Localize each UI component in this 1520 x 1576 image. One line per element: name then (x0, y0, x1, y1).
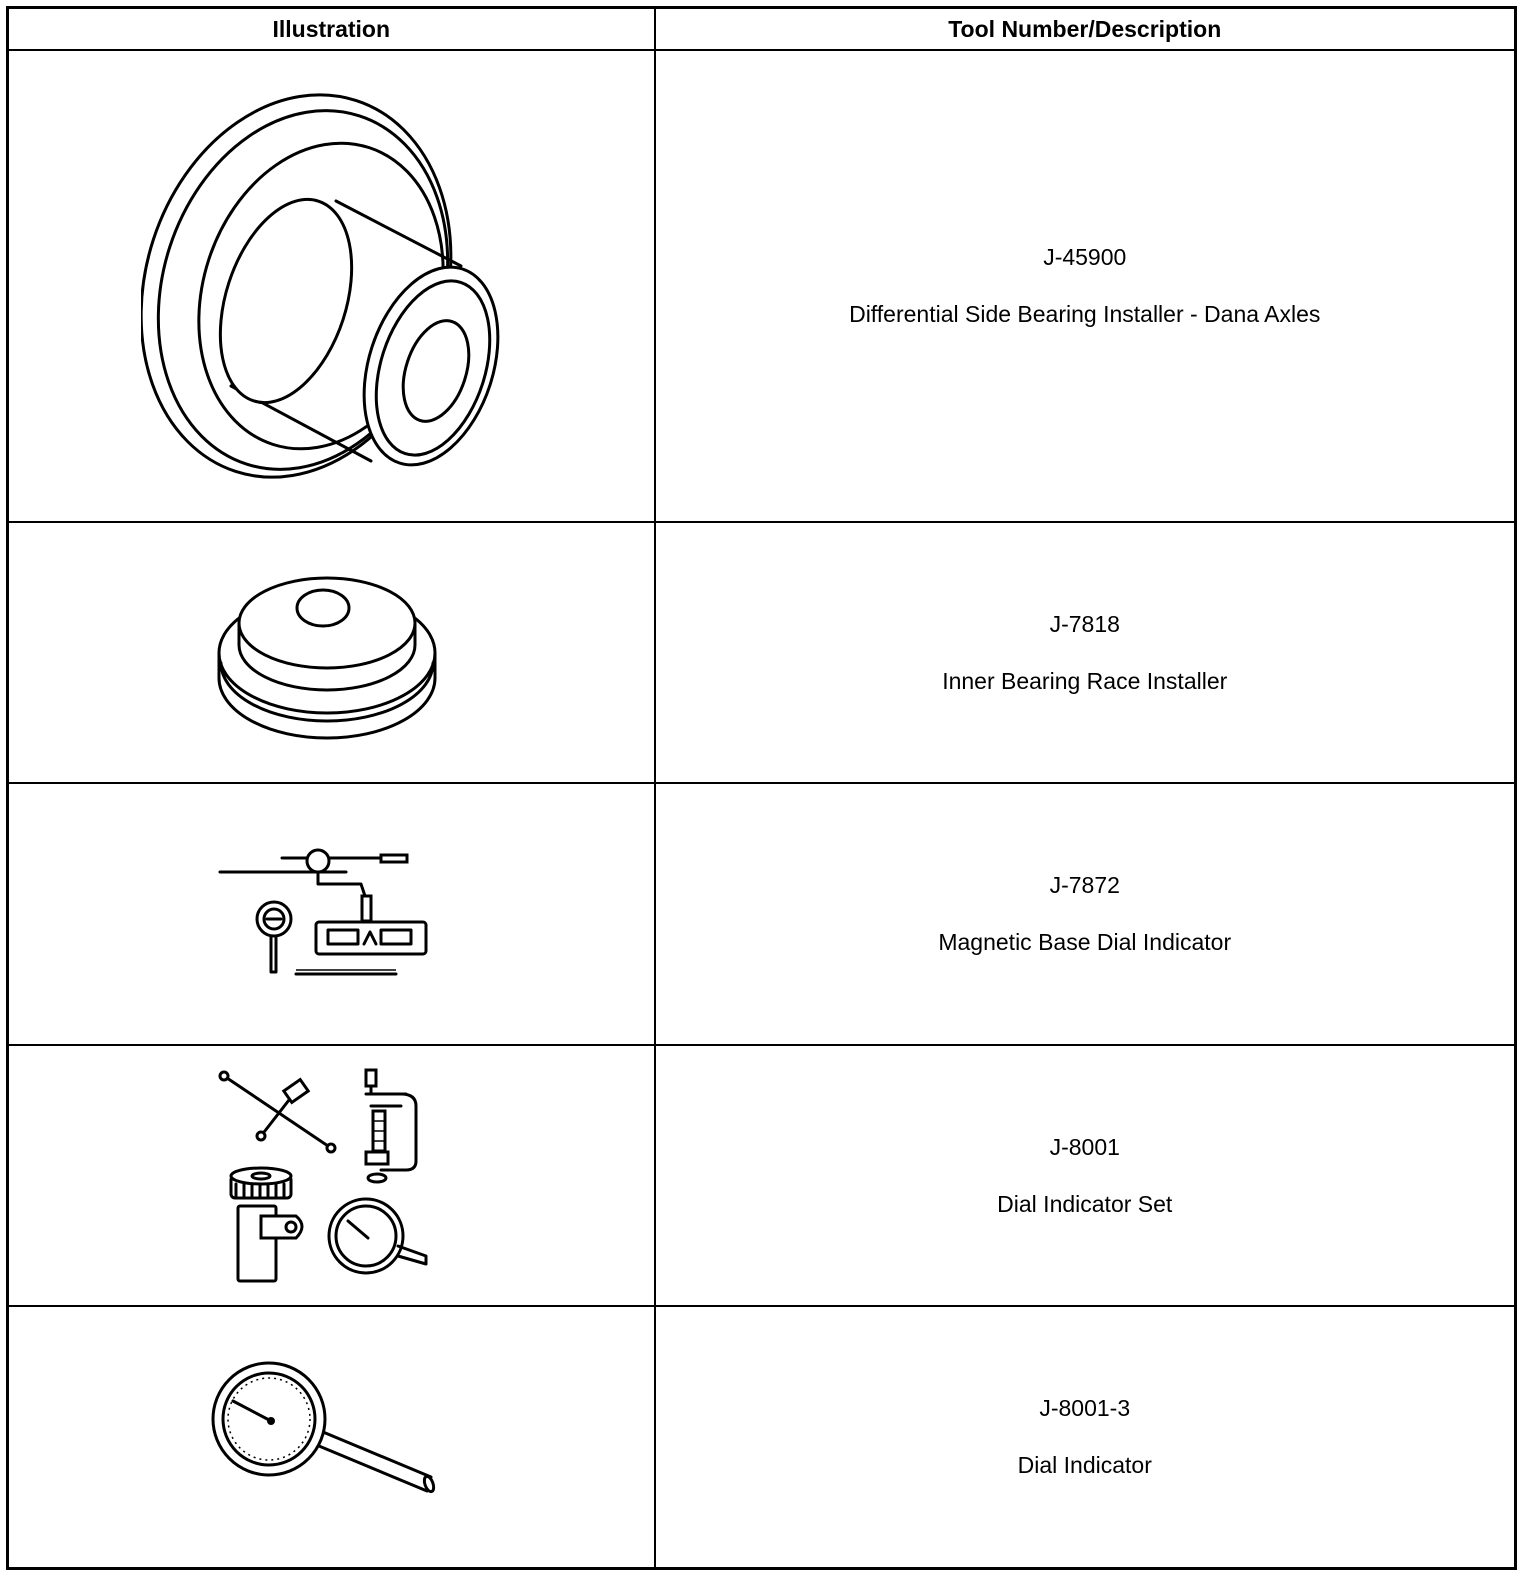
table-row (8, 522, 1516, 784)
illustration-column-header: Illustration (8, 8, 655, 51)
dial-indicator-set-icon (216, 1066, 446, 1286)
header-row (8, 8, 1516, 51)
race-installer-icon (211, 553, 451, 753)
magnetic-base-dial-indicator-icon (216, 844, 446, 984)
description-cell (655, 1306, 1516, 1568)
table-row (8, 783, 1516, 1045)
tool-description: Dial Indicator Set (997, 1190, 1173, 1217)
tool-description: Dial Indicator (1017, 1452, 1152, 1479)
tool-number: J-7818 (1049, 610, 1120, 637)
tool-table (6, 6, 1517, 1570)
table-row (8, 1045, 1516, 1307)
tool-number: J-45900 (1043, 243, 1127, 270)
description-cell (655, 1045, 1516, 1307)
table-row (8, 50, 1516, 522)
tool-description: Magnetic Base Dial Indicator (938, 929, 1232, 956)
tool-number: J-7872 (1049, 872, 1120, 899)
illustration-cell (8, 50, 655, 522)
dial-indicator-icon (211, 1357, 451, 1517)
illustration-cell (8, 783, 655, 1045)
tool-description: Inner Bearing Race Installer (942, 667, 1228, 694)
illustration-cell (8, 1306, 655, 1568)
illustration-cell (8, 522, 655, 784)
description-cell (655, 50, 1516, 522)
table-row (8, 1306, 1516, 1568)
tool-description: Differential Side Bearing Installer - Dana Axles (849, 300, 1321, 327)
description-column-header: Tool Number/Description (655, 8, 1516, 51)
tool-number: J-8001 (1049, 1133, 1120, 1160)
description-cell (655, 522, 1516, 784)
bearing-installer-icon (141, 86, 521, 486)
illustration-cell (8, 1045, 655, 1307)
tool-number: J-8001-3 (1039, 1395, 1131, 1422)
description-cell (655, 783, 1516, 1045)
